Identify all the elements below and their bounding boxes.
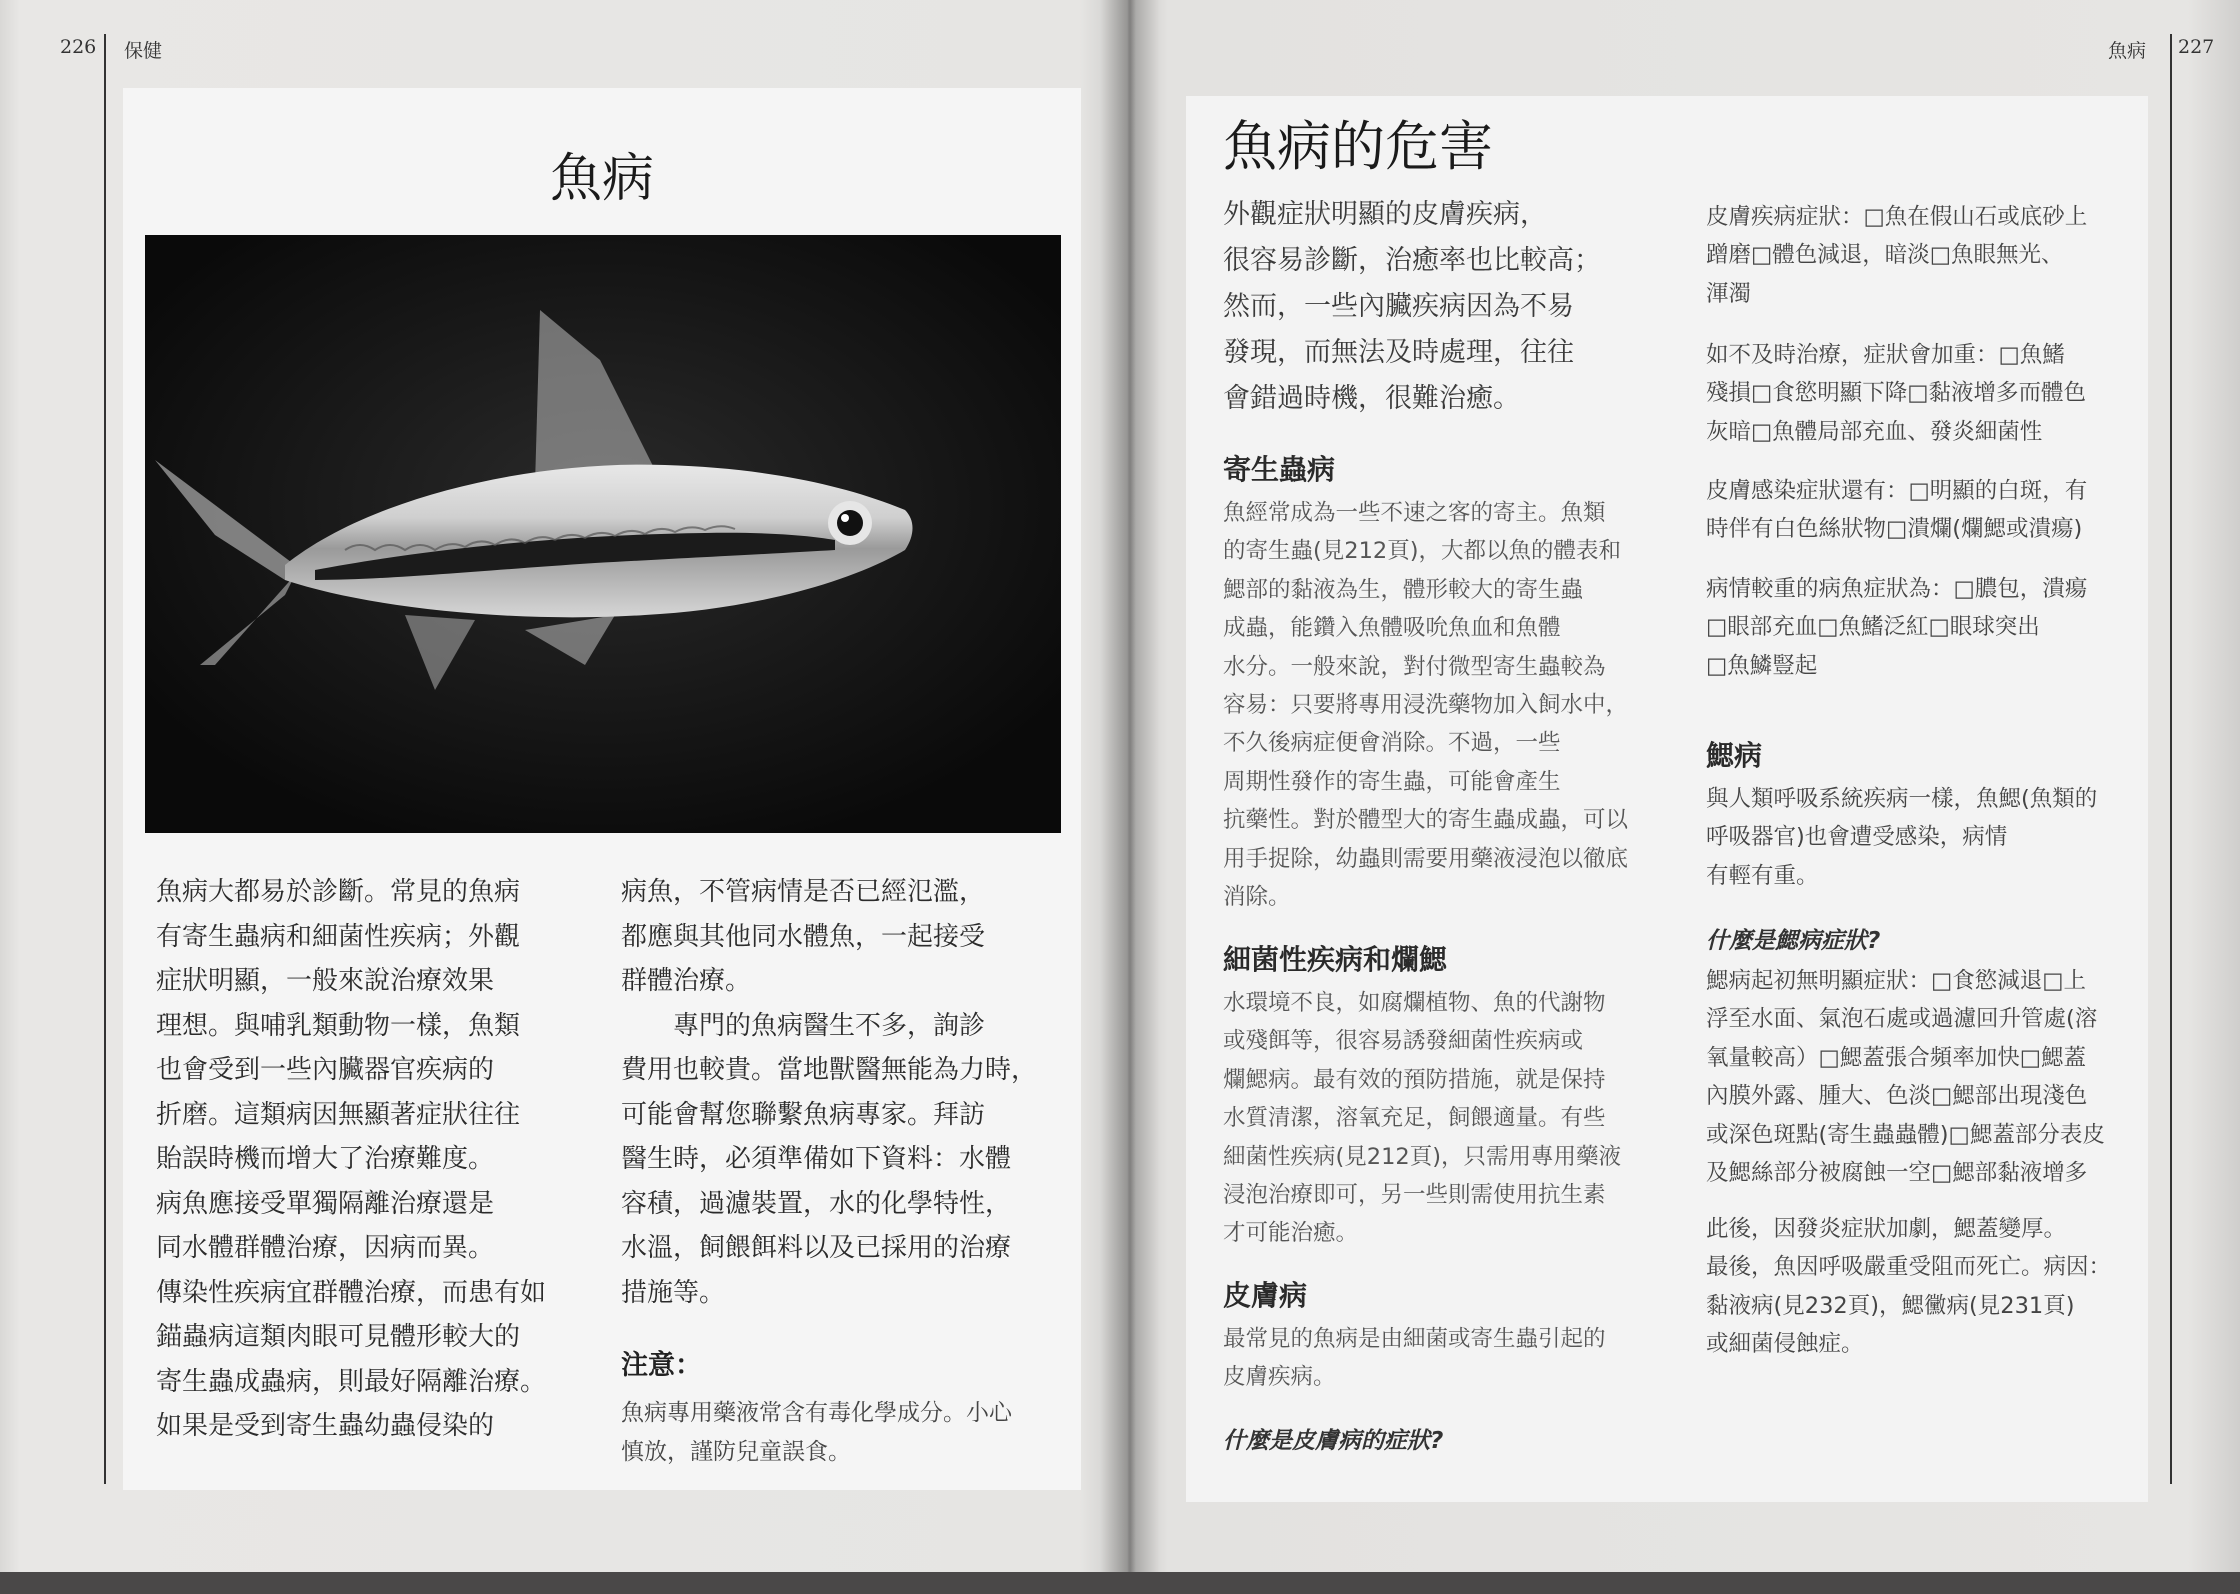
left-running-head: 保健 [124,40,163,62]
intro-paragraph: 外觀症狀明顯的皮膚疾病， 很容易診斷，治癒率也比較高； 然而，一些內臟疾病因為不易 發現，而無法及時處理，往往 會錯過時機，很難治癒。 [1223,199,1601,414]
severe-symptoms-paragraph: 病情較重的病魚症狀為：□膿包，潰瘍 □眼部充血□魚鰭泛紅□眼球突出 □魚鱗豎起 [1706,576,2088,679]
parasite-heading: 寄生蟲病 [1223,453,1336,486]
note-text: 魚病專用藥液常含有毒化學成分。小心 慎放，謹防兒童誤食。 [621,1400,1012,1465]
gill-symptoms: 鰓病起初無明顯症狀：□食慾減退□上 浮至水面、氣泡石處或過濾回升管處(溶 氧量較高）□鰓蓋張合頻率加快□鰓蓋 內膜外露、腫大、色淡□鰓部出現淺色 或深色斑點(寄生蟲蟲體)□鰓蓋部分表皮 及鰓絲部分被腐蝕一空□鰓部黏液增多 [1706,968,2105,1187]
right-page-number: 227 [2178,36,2215,58]
right-content-panel [1186,96,2148,1502]
right-page [1128,0,2240,1594]
book-bottom-edge [0,1572,2240,1594]
right-running-head: 魚病 [2108,40,2147,62]
page-title: 魚病的危害 [1223,115,1493,178]
gill-text: 與人類呼吸系統疾病一樣，魚鰓(魚類的 呼吸器官)也會遭受感染，病情 有輕有重。 [1706,786,2098,889]
fish-illustration [145,235,1061,833]
gill-heading: 鰓病 [1706,739,1763,772]
page-title: 魚病 [549,149,654,209]
left-vertical-rule [104,34,106,1484]
parasite-text: 魚經常成為一些不速之客的寄主。魚類 的寄生蟲(見212頁)，大都以魚的體表和 鰓部的黏液為生，體形較大的寄生蟲 成蟲，能鑽入魚體吸吮魚血和魚體 水分。一般來說，對付微型寄生蟲較為 容易：只要將專用浸洗藥物加入飼水中， 不久後病症便會消除。不過，一些 周期性發作的寄生蟲，可能會產生 抗藥性。對於體型大的寄生蟲成蟲，可以 用手捉除，幼蟲則需要用藥液浸泡以徹底 消除。 [1223,500,1629,911]
book-spine-shadow [1100,0,1160,1594]
skin-text: 最常見的魚病是由細菌或寄生蟲引起的 皮膚疾病。 [1223,1326,1606,1391]
rasbora-fish-photo [145,235,1061,833]
skin-infection-paragraph: 皮膚感染症狀還有：□明顯的白斑，有 時伴有白色絲狀物□潰爛(爛鰓或潰瘍) [1706,478,2088,543]
worsening-symptoms-paragraph: 如不及時治療，症狀會加重：□魚鰭 殘損□食慾明顯下降□黏液增多而體色 灰暗□魚體局部充血、發炎細菌性 [1706,342,2087,445]
left-body-column-2: 病魚，不管病情是否已經氾濫， 都應與其他同水體魚，一起接受 群體治療。 專門的魚病醫生不多，詢診 費用也較貴。當地獸醫無能為力時， 可能會幫您聯繫魚病專家。拜訪 醫生時，必須準備如下資料：水體 容積，過濾裝置，水的化學特性， 水溫，飼餵餌料以及已採用的治療 措施等。 [621,877,1038,1308]
bacteria-heading: 細菌性疾病和爛鰓 [1223,943,1448,976]
gill-after: 此後，因發炎症狀加劇，鰓蓋變厚。 最後，魚因呼吸嚴重受阻而死亡。病因： 黏液病(見232頁)，鰓黴病(見231頁) 或細菌侵蝕症。 [1706,1216,2112,1358]
skin-heading: 皮膚病 [1223,1279,1308,1312]
gill-question: 什麼是鰓病症狀? [1706,928,1881,954]
left-page-number: 226 [60,36,97,58]
left-body-column-1: 魚病大都易於診斷。常見的魚病 有寄生蟲病和細菌性疾病；外觀 症狀明顯，一般來說治療效果 理想。與哺乳類動物一樣，魚類 也會受到一些內臟器官疾病的 折磨。這類病因無顯著症狀往往 貽誤時機而增大了治療難度。 病魚應接受單獨隔離治療還是 同水體群體治療，因病而異。 傳染性疾病宜群體治療，而患有如 錨蟲病這類肉眼可見體形較大的 寄生蟲成蟲病，則最好隔離治療。 如果是受到寄生蟲幼蟲侵染的 [156,877,547,1441]
bacteria-text: 水環境不良，如腐爛植物、魚的代謝物 或殘餌等，很容易誘發細菌性疾病或 爛鰓病。最有效的預防措施，就是保持 水質清潔，溶氧充足，飼餵適量。有些 細菌性疾病(見212頁)，只需用專用藥液 浸泡治療即可，另一些則需使用抗生素 才可能治癒。 [1223,990,1622,1247]
skin-question: 什麼是皮膚病的症狀? [1223,1428,1444,1454]
left-content-panel [123,88,1081,1490]
note-heading: 注意： [621,1350,702,1381]
right-vertical-rule [2170,34,2172,1484]
skin-symptoms-paragraph: 皮膚疾病症狀：□魚在假山石或底砂上 蹭磨□體色減退，暗淡□魚眼無光、 渾濁 [1706,204,2088,307]
